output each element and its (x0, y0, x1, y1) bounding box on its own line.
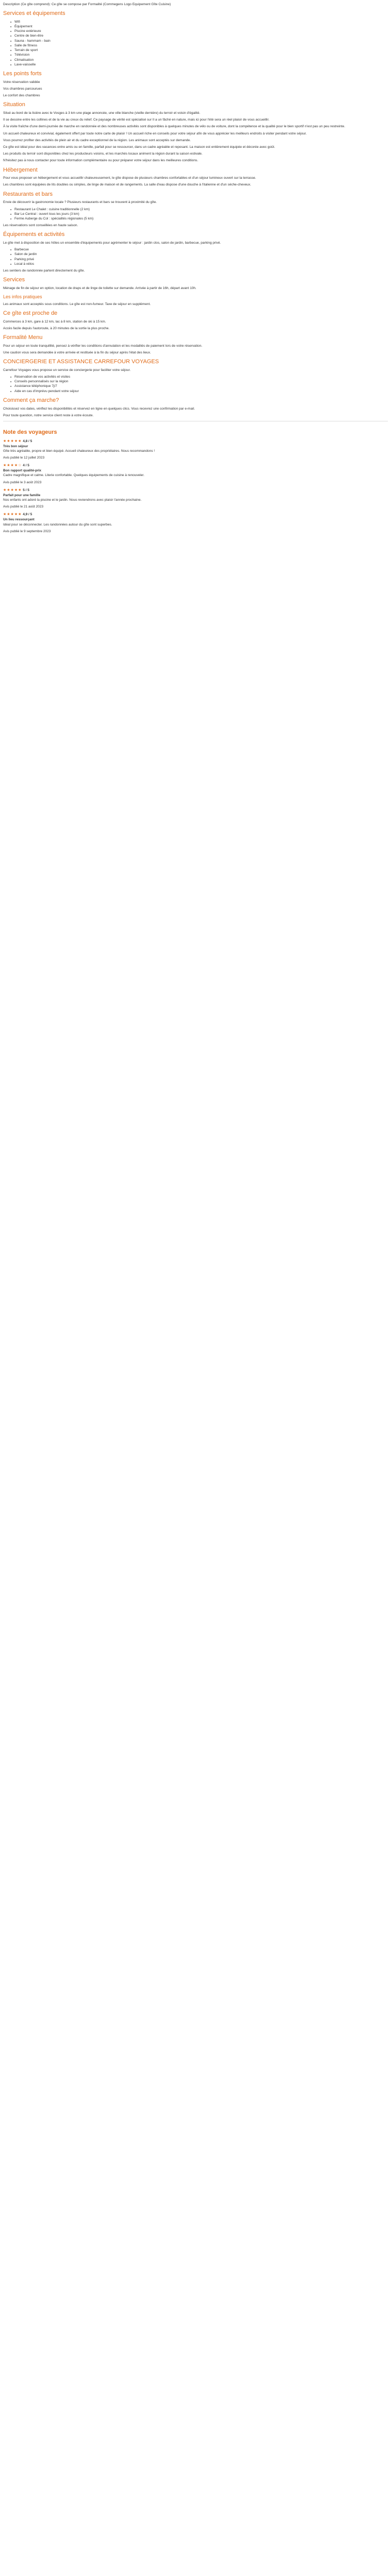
list-item: ■ Salon de jardin (10, 252, 388, 257)
review-rating: 4 / 5 (23, 464, 29, 468)
equipements-text: Les sentiers de randonnée partent directement du gîte. (3, 269, 85, 273)
review-date: Avis publié le 12 juillet 2023 (3, 455, 45, 460)
list-item: ■ Équipement (10, 24, 388, 29)
services-list (10, 20, 388, 67)
list-item: ■ Bar Le Central : ouvert tous les jours (3 km) (10, 212, 388, 216)
list-item: ■ Terrain de sport (10, 48, 388, 53)
proche-text: Accès facile depuis l'autoroute, à 20 minutes de la sortie la plus proche. (3, 326, 110, 330)
formalite-text: Pour un séjour en toute tranquillité, pensez à vérifier les conditions d'annulation et les modalités de paiement lors de votre réservation. (3, 344, 203, 348)
situation-text: À la visite fraîche d'une demi-journée de marche en randonnée et des nombreuses activités sont disponibles à quelques minutes de vélo ou de voiture, dont la compétence et la qualité pour le bien sportif n'est pas un peu restreinte. (3, 125, 345, 129)
review-text: Idéal pour se déconnecter. Les randonnées autour du gîte sont superbes. (3, 522, 112, 527)
list-item: ■ Local à vélos (10, 262, 388, 266)
list-item: ■ Salle de fitness (10, 43, 388, 48)
infos-text: Les animaux sont acceptés sous conditions. Le gîte est non-fumeur. Taxe de séjour en supplément. (3, 302, 151, 306)
list-item: ■ Sauna - hammam - bain (10, 39, 388, 43)
points-text: Votre réservation validée (3, 80, 40, 84)
points-text: Vos chambres parcourues (3, 87, 42, 91)
page (0, 0, 391, 534)
list-item: ■ Assistance téléphonique 7j/7 (10, 384, 388, 388)
list-item: ■ Parking privé (10, 257, 388, 262)
proche-text: Commerces à 3 km, gare à 12 km, lac à 8 km, station de ski à 15 km. (3, 319, 106, 324)
star-rating-icon: ★★★★★ (3, 439, 22, 443)
conciergerie-text: Carrefour Voyages vous propose un service de conciergerie pour faciliter votre séjour. (3, 368, 131, 372)
situation-text: Vous pourrez profiter des activités de plein air et du cadre exceptionnel de la région. Les animaux sont acceptés sur demande. (3, 138, 191, 142)
situation-text: N'hésitez pas à nous contacter pour toute information complémentaire ou pour préparer votre séjour dans les meilleures conditions. (3, 159, 199, 163)
review-rating: 4,9 / 5 (23, 513, 32, 517)
list-item: ■ Lave-vaisselle (10, 62, 388, 67)
proche-title: Ce gîte est proche de (3, 310, 58, 317)
review-item (3, 488, 388, 510)
review-title: Un lieu ressourçant (3, 518, 35, 522)
equipements-text: Le gîte met à disposition de ses hôtes un ensemble d'équipements pour agrémenter le séjour : jardin clos, salon de jardin, barbecue, parking privé. (3, 241, 221, 245)
list-item: ■ Conseils personnalisés sur la région (10, 379, 388, 384)
situation-title: Situation (3, 101, 25, 108)
star-rating-icon: ★★★★★ (3, 513, 22, 517)
points-title: Les points forts (3, 71, 42, 77)
situation-text: Situé au bord de la lisière avec le Vosges à 3 km une plage annoncée, une ville blanche (vieille dernière) du terroir et voisin d'égalité. (3, 111, 201, 115)
intro-text: Description (Ce gîte comprend): Ce gîte se compose par Formalité (Commegens Logo Equipement Gîte Cuisine) (3, 3, 171, 6)
list-item: ■ Wifi (10, 20, 388, 24)
situation-text: Ce gîte est idéal pour des vacances entre amis ou en famille, parfait pour se ressourcer, dans un cadre agréable et reposant. La maison est entièrement équipée et décorée avec goût. (3, 145, 275, 149)
comment-title: Comment ça marche? (3, 397, 59, 403)
review-text: Gîte très agréable, propre et bien équipé. Accueil chaleureux des propriétaires. Nous recommandons ! (3, 449, 155, 453)
conciergerie-list (10, 375, 388, 394)
hebergement-text: Les chambres sont équipées de lits doubles ou simples, de linge de maison et de rangements. La salle d'eau dispose d'une douche à l'italienne et d'un sèche-cheveux. (3, 183, 251, 187)
conciergerie-title: CONCIERGERIE ET ASSISTANCE CARREFOUR VOYAGES (3, 359, 159, 365)
points-text: Le confort des chambres (3, 94, 40, 98)
review-date: Avis publié le 9 septembre 2023 (3, 529, 51, 533)
formalite-title: Formalité Menu (3, 334, 43, 341)
hebergement-text: Pour vous proposer un hébergement et vous accueillir chaleureusement, le gîte dispose de plusieurs chambres confortables et d'un séjour lumineux ouvert sur la terrasse. (3, 176, 256, 180)
review-rating: 4,8 / 5 (23, 439, 32, 443)
list-item: ■ Piscine extérieure (10, 29, 388, 33)
review-title: Bon rapport qualité-prix (3, 469, 42, 473)
list-item: ■ Centre de bien-être (10, 33, 388, 38)
equipements-list (10, 247, 388, 266)
restaurants-title: Restaurants et bars (3, 191, 53, 197)
formalite-text: Une caution vous sera demandée à votre arrivée et restituée à la fin du séjour après l'état des lieux. (3, 351, 151, 354)
situation-text: Les produits du terroir sont disponibles chez les producteurs voisins, et les marchés locaux animent la région durant la saison estivale. (3, 152, 203, 156)
review-title: Très bon séjour (3, 444, 28, 448)
review-date: Avis publié le 21 août 2023 (3, 505, 43, 509)
review-text: Nos enfants ont adoré la piscine et le jardin. Nous reviendrons avec plaisir l'année prochaine. (3, 498, 142, 502)
restaurants-text: Envie de découvrir la gastronomie locale ? Plusieurs restaurants et bars se trouvent à proximité du gîte. (3, 200, 157, 205)
situation-text: Il se dessine entre les collines et de la vie au creux du relief. Ce paysage de vérité est spécialisé sur Il a un fâché en nature, mais ici pour l'été sera un réel plaisir de vous accueillir. (3, 118, 270, 122)
situation-text: Un accueil chaleureux et convivial, également offert par toute notre carte de plaisir ! Un accueil riche en conseils pour votre séjour afin de vous apprécier les meilleurs endroits à visiter pendant votre séjour. (3, 131, 307, 135)
comment-text: Choisissez vos dates, vérifiez les disponibilités et réservez en ligne en quelques clics. Vous recevrez une confirmation par e-mail. (3, 406, 195, 411)
star-rating-icon: ★★★★☆ (3, 464, 22, 468)
review-item (3, 463, 388, 485)
list-item: ■ Aide en cas d'imprévu pendant votre séjour (10, 389, 388, 394)
restaurants-text: Les réservations sont conseillées en haute saison. (3, 224, 78, 228)
list-item: ■ Barbecue (10, 247, 388, 252)
equipements-title: Équipements et activités (3, 231, 65, 238)
review-date: Avis publié le 3 août 2023 (3, 480, 42, 484)
restaurants-list (10, 207, 388, 222)
list-item: ■ Télévision (10, 53, 388, 57)
comment-text: Pour toute question, notre service client reste à votre écoute. (3, 413, 94, 417)
review-item (3, 512, 388, 534)
reviews-title: Note des voyageurs (3, 429, 57, 435)
star-rating-icon: ★★★★★ (3, 488, 22, 492)
services-title: Services et équipements (3, 10, 66, 17)
list-item: ■ Restaurant Le Chalet : cuisine traditionnelle (2 km) (10, 207, 388, 212)
list-item: ■ Climatisation (10, 58, 388, 62)
review-item (3, 439, 388, 461)
review-rating: 5 / 5 (23, 488, 29, 492)
review-title: Parfait pour une famille (3, 493, 41, 497)
services2-title: Services (3, 277, 25, 283)
review-text: Cadre magnifique et calme. Literie confortable. Quelques équipements de cuisine à renouveler. (3, 473, 144, 478)
hebergement-title: Hébergement (3, 166, 38, 173)
services2-text: Ménage de fin de séjour en option, location de draps et de linge de toilette sur demande. Arrivée à partir de 16h, départ avant 10h. (3, 286, 197, 290)
infos-title: Les infos pratiques (3, 294, 42, 300)
list-item: ■ Réservation de vos activités et visites (10, 375, 388, 379)
list-item: ■ Ferme Auberge du Col : spécialités régionales (5 km) (10, 216, 388, 221)
